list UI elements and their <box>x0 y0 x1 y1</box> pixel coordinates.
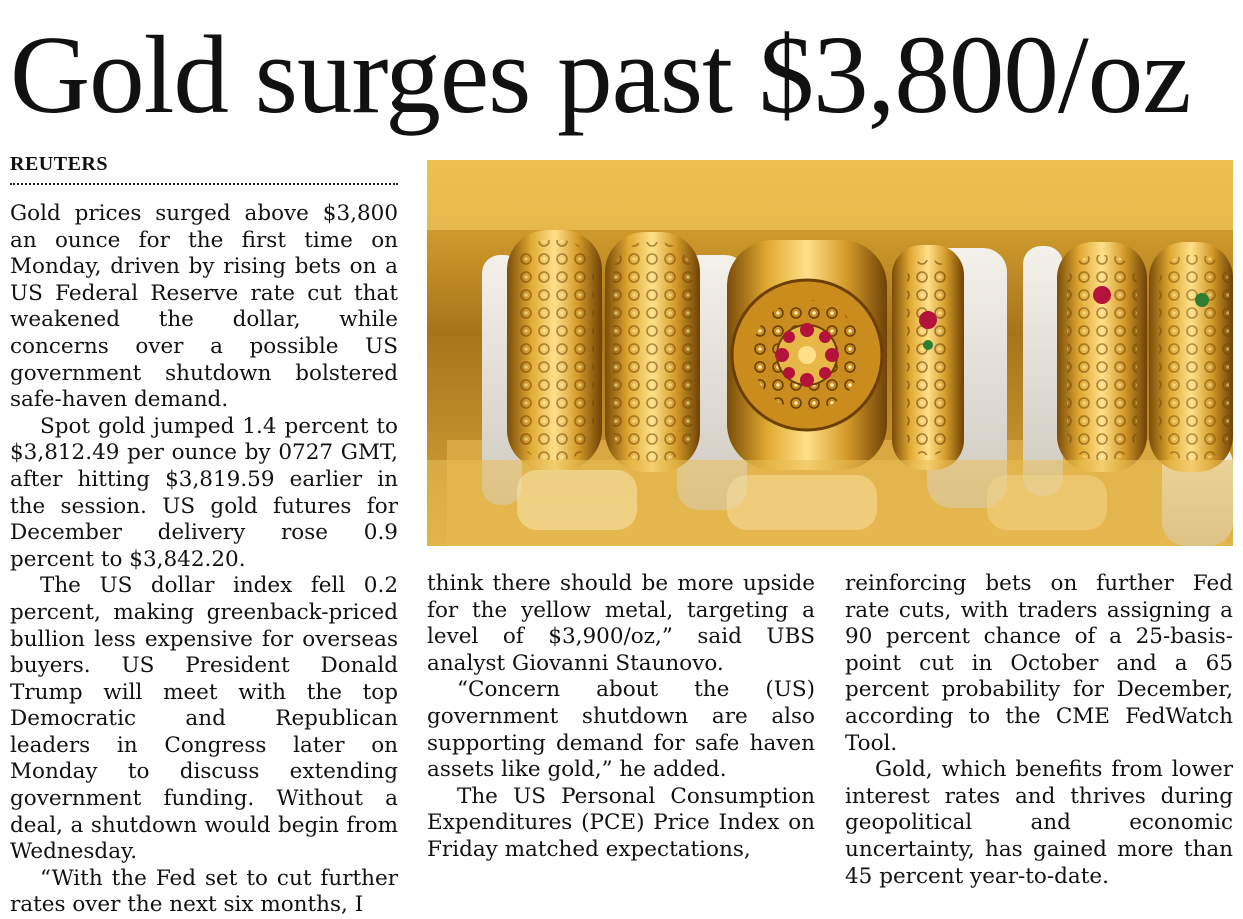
dotted-divider <box>10 183 398 185</box>
article-column-1 <box>10 201 398 919</box>
headline: Gold surges past $3,800/oz <box>10 14 1191 137</box>
paragraph: The US Personal Consumption Expenditures (PCE) Price Index on Friday matched expectations, <box>427 783 815 862</box>
paragraph: reinforcing bets on further Fed rate cuts, with traders assigning a 90 percent chance of a 25-basis-point cut in October and a 65 percent probability for December, according to the CME FedWatch Tool. <box>845 571 1233 756</box>
byline: REUTERS <box>10 153 108 175</box>
paragraph: Gold prices surged above $3,800 an ounce for the first time on Monday, driven by rising bets on a US Federal Reserve rate cut that weakened the dollar, while concerns over a possible US government shutdown bolstered safe-haven demand. <box>10 201 398 413</box>
article-column-3 <box>845 571 1233 890</box>
paragraph: think there should be more upside for the yellow metal, targeting a level of $3,900/oz,” said UBS analyst Giovanni Staunovo. <box>427 571 815 676</box>
gold-bangles-photo <box>427 160 1233 546</box>
paragraph: Gold, which benefits from lower interest rates and thrives during geopolitical and economic uncertainty, has gained more than 45 percent year-to-date. <box>845 757 1233 889</box>
paragraph: “Concern about the (US) government shutdown are also supporting demand for safe haven assets like gold,” he added. <box>427 677 815 783</box>
paragraph: “With the Fed set to cut further rates over the next six months, I <box>10 865 398 918</box>
article-column-2 <box>427 571 815 864</box>
paragraph: The US dollar index fell 0.2 percent, making greenback-priced bullion less expensive for overseas buyers. US President Donald Trump will meet with the top Democratic and Republican leaders in Congress later on Monday to discuss extending government funding. Without a deal, a shutdown would begin from Wednesday. <box>10 573 398 865</box>
paragraph: Spot gold jumped 1.4 percent to $3,812.49 per ounce by 0727 GMT, after hitting $3,819.59 earlier in the session. US gold futures for December delivery rose 0.9 percent to $3,842.20. <box>10 413 398 572</box>
